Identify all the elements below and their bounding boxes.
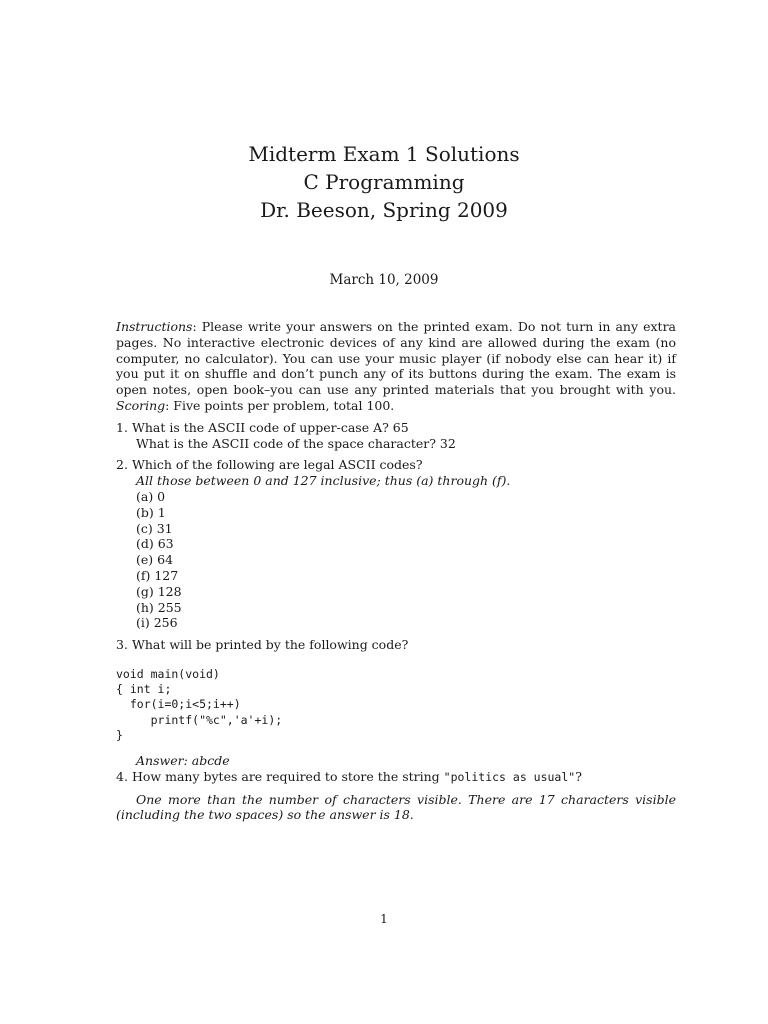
title-block	[0, 140, 768, 224]
scoring-label: Scoring	[116, 397, 166, 413]
question-4	[116, 769, 676, 823]
option-c: (c) 31	[136, 520, 173, 536]
option-d: (d) 63	[136, 536, 174, 552]
question-3-answer: Answer: abcde	[136, 752, 230, 768]
code-block: void main(void) { int i; for(i=0;i<5;i++) printf("%c",'a'+i); }	[116, 666, 283, 742]
option-h: (h) 255	[136, 599, 182, 615]
option-i: (i) 256	[136, 615, 178, 631]
question-2-options	[116, 489, 676, 631]
question-3	[116, 637, 676, 769]
title-line-2: C Programming	[303, 170, 465, 194]
title-line-1: Midterm Exam 1 Solutions	[248, 142, 520, 166]
question-1-line-2: What is the ASCII code of the space character? 32	[136, 435, 456, 451]
question-2-number: 2.	[116, 457, 128, 473]
instructions-text: : Please write your answers on the printed exam. Do not turn in any extra pages. No interactive electronic devices of any kind are allowed during the exam (no computer, no calculator). You can use your music player (if nobody else can hear it) if you put it on shuffle and don’t punch any of its buttons during the exam. The exam is open notes, open book–you can use any printed materials that you brought with you.	[116, 319, 676, 398]
question-2-answer: All those between 0 and 127 inclusive; thus (a) through (f).	[136, 473, 511, 489]
title-line-3: Dr. Beeson, Spring 2009	[260, 198, 508, 222]
option-b: (b) 1	[136, 504, 166, 520]
question-1	[116, 420, 676, 452]
question-1-number: 1.	[116, 419, 128, 435]
option-a: (a) 0	[136, 488, 166, 504]
question-2-text: Which of the following are legal ASCII codes?	[132, 457, 423, 473]
question-4-text-post: ?	[575, 768, 582, 784]
question-4-string: "politics as usual"	[443, 769, 576, 784]
instructions-paragraph	[116, 319, 676, 414]
question-2	[116, 457, 676, 631]
question-1-line-1: What is the ASCII code of upper-case A? 65	[132, 419, 409, 435]
option-e: (e) 64	[136, 552, 174, 568]
question-3-number: 3.	[116, 637, 128, 653]
question-4-number: 4.	[116, 768, 128, 784]
exam-date: March 10, 2009	[329, 272, 439, 288]
exam-body	[116, 319, 676, 823]
option-f: (f) 127	[136, 567, 179, 583]
scoring-text: : Five points per problem, total 100.	[165, 397, 395, 413]
option-g: (g) 128	[136, 583, 182, 599]
page-number: 1	[380, 912, 388, 926]
question-4-answer: One more than the number of characters visible. There are 17 characters visible (including the two spaces) so the answer is 18.	[116, 791, 676, 823]
question-3-text: What will be printed by the following code?	[132, 637, 409, 653]
question-4-text-pre: How many bytes are required to store the string	[132, 768, 444, 784]
instructions-label: Instructions	[116, 319, 193, 334]
